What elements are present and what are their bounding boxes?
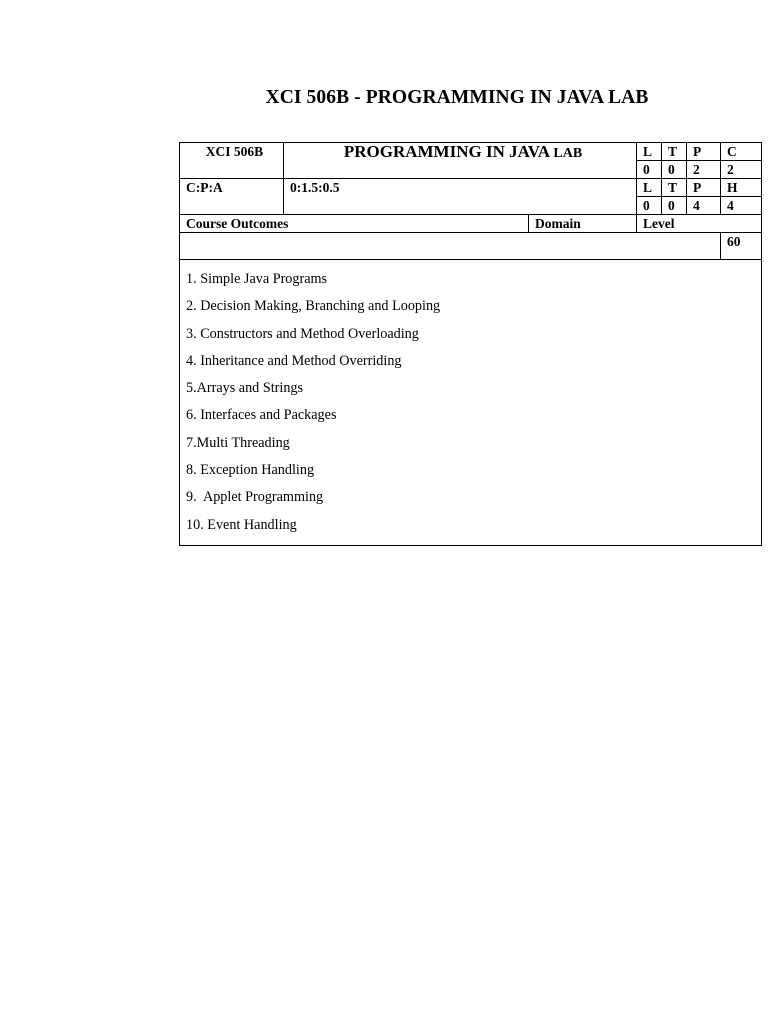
ltpc-value-t: 0 [662, 161, 687, 179]
blank-cell [180, 233, 721, 260]
cpa-value: 0:1.5:0.5 [284, 179, 637, 215]
cpa-label: C:P:A [180, 179, 284, 215]
ltph-value-h: 4 [721, 197, 762, 215]
course-name-small: LAB [553, 146, 583, 161]
topic-item: 7.Multi Threading [186, 434, 290, 451]
ltpc-header-l: L [637, 143, 662, 161]
course-outcomes-header: Course Outcomes [180, 215, 529, 233]
level-header: Level [637, 215, 762, 233]
ltph-header-l: L [637, 179, 662, 197]
topic-item: 2. Decision Making, Branching and Looping [186, 298, 441, 315]
ltpc-value-c: 2 [721, 161, 762, 179]
ltph-value-t: 0 [662, 197, 687, 215]
ltph-header-p: P [687, 179, 721, 197]
document-title [0, 87, 768, 109]
ltpc-header-c: C [721, 143, 762, 161]
document-title-text: XCI 506B - PROGRAMMING IN JAVA LAB [265, 87, 649, 108]
ltpc-value-l: 0 [637, 161, 662, 179]
topic-item: 4. Inheritance and Method Overriding [186, 352, 402, 369]
hours-cell: 60 [721, 233, 762, 260]
ltpc-header-p: P [687, 143, 721, 161]
topic-item: 9. Applet Programming [186, 489, 324, 506]
ltph-header-t: T [662, 179, 687, 197]
course-name-cell [284, 143, 637, 179]
topic-item: 5.Arrays and Strings [186, 380, 304, 397]
course-table [179, 142, 762, 546]
topic-item: 1. Simple Java Programs [186, 271, 328, 287]
topic-item: 3. Constructors and Method Overloading [186, 325, 419, 342]
ltph-value-l: 0 [637, 197, 662, 215]
course-code-cell [180, 143, 284, 179]
ltph-value-p: 4 [687, 197, 721, 215]
ltph-header-h: H [721, 179, 762, 197]
topic-item: 6. Interfaces and Packages [186, 407, 337, 424]
course-name-main: PROGRAMMING IN JAVA [343, 142, 550, 161]
ltpc-value-p: 2 [687, 161, 721, 179]
domain-header: Domain [529, 215, 637, 233]
course-code: XCI 506B [205, 144, 264, 159]
topics-cell [180, 260, 762, 546]
topic-item: 8. Exception Handling [186, 462, 315, 479]
ltpc-header-t: T [662, 143, 687, 161]
topic-item: 10. Event Handling [186, 516, 297, 533]
